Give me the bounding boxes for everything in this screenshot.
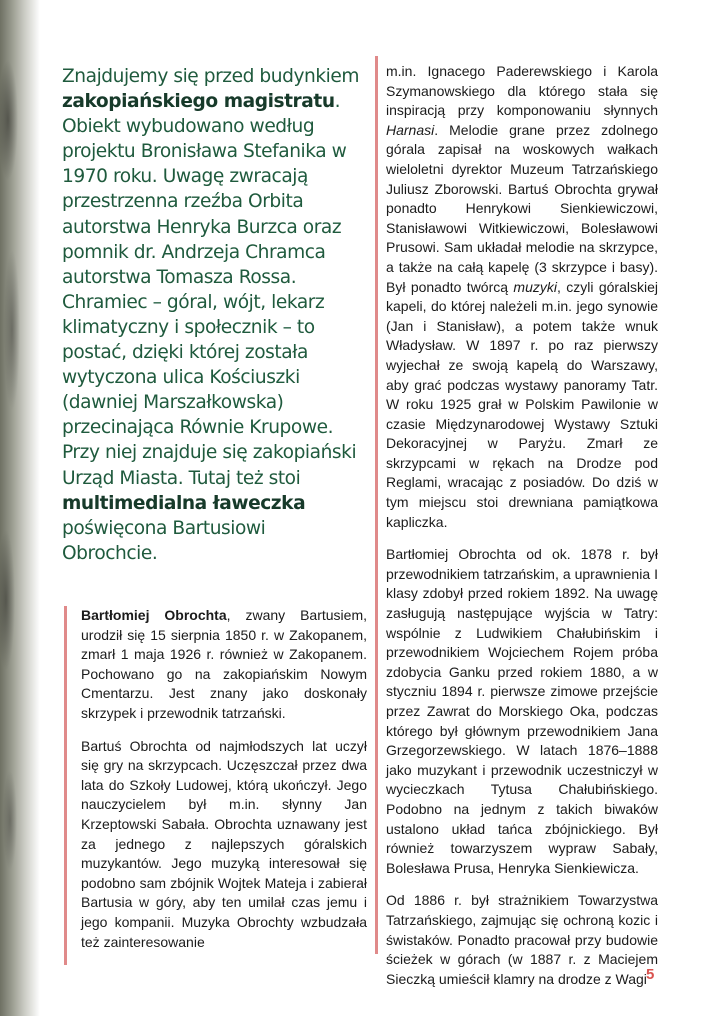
bio-box <box>64 606 367 965</box>
right-column <box>386 62 658 1002</box>
intro-bold-magistrat: zakopiańskiego magistratu <box>62 91 335 113</box>
bio-name: Bartłomiej Obrochta <box>81 607 227 623</box>
right-paragraph-3: Od 1886 r. był strażnikiem Towarzystwa Tatrzańskiego, zajmując się ochroną kozic i świstaków. Ponadto pracował przy budowie ścieżek w górach (w 1887 r. z Maciejem Sieczką umieścił klamry na drodze z Wagi <box>386 892 658 987</box>
bio-paragraph-1: Bartłomiej Obrochta, zwany Bartusiem, urodził się 15 sierpnia 1850 r. w Zakopanem, zmarł 1 maja 1926 r. również w Zakopanem. Pochowano go na zakopiańskim Nowym Cmentarzu. Jest znany jako doskonały skrzypek i przewodnik tatrzański. <box>81 607 367 721</box>
background-photo-edge <box>0 0 40 1016</box>
page-number: 5 <box>646 966 655 983</box>
right-paragraph-2: Bartłomiej Obrochta od ok. 1878 r. był przewodnikiem tatrzańskim, a uprawnienia I klasy zdobył przed rokiem 1892. Na uwagę zasługują następujące wyjścia w Tatry: wspólnie z Ludwikiem Chałubińskim i przewodnikiem Wojciechem Rojem próba zdobycia Ganku przed rokiem 1880, a w styczniu 1894 r. pierwsze zimowe przejście przez Zawrat do Morskiego Oka, podczas którego był głównym przewodnikiem Jana Grzegorzewskiego. W latach 1876–1888 jako muzykant i przewodnik uczestniczył w wycieczkach Tytusa Chałubińskiego. Podobno na jednym z takich biwaków ustalono układ tańca zbójnickiego. Był również towarzyszem wypraw Sabały, Bolesława Prusa, Henryka Sienkiewicza. <box>386 546 658 876</box>
intro-bold-laweczka: multimedialna ławeczka <box>62 492 306 514</box>
intro-text <box>62 64 362 566</box>
right-paragraph-1: m.in. Ignacego Paderewskiego i Karola Szymanowskiego dla którego stała się inspiracją przy komponowaniu słynnych Harnasi. Melodie grane przez zdolnego górala zapisał na woskowych wałkach wieloletni dyrektor Muzeum Tatrzańskiego Juliusz Zborowski. Bartuś Obrochta grywał ponadto Henrykowi Sienkiewiczowi, Stanisławowi Witkiewiczowi, Bolesławowi Prusowi. Sam układał melodie na skrzypce, a także na całą kapelę (3 skrzypce i basy). Był ponadto twórcą muzyki, czyli góralskiej kapeli, do której należeli m.in. jego synowie (Jan i Stanisław), a potem także wnuk Władysław. W 1897 r. po raz pierwszy wyjechał ze swoją kapelą do Warszawy, aby grać podczas wystawy panoramy Tatr. W roku 1925 grał w Polskim Pawilonie w czasie Międzynarodowej Wystawy Sztuki Dekoracyjnej w Paryżu. Zmarł ze skrzypcami w rękach na Drodze pod Reglami, wracając z posiadów. Do dziś w tym miejscu stoi drewniana pamiątkowa kapliczka. <box>386 63 658 530</box>
bio-paragraph-2: Bartuś Obrochta od najmłodszych lat uczył się gry na skrzypcach. Uczęszczał przez dwa lata do Szkoły Ludowej, którą ukończył. Jego nauczycielem był m.in. słynny Jan Krzeptowski Sabała. Obrochta uznawany jest za jednego z najlepszych góralskich muzykantów. Jego muzyką interesował się podobno sam zbójnik Wojtek Mateja i zabierał Bartusia w góry, aby ten umilał czas jemu i jego kompanii. Muzyka Obrochty wzbudzała też zainteresowanie <box>81 737 367 950</box>
right-column-rule <box>375 56 378 954</box>
intro-paragraph: Znajdujemy się przed budynkiem zakopiańskiego magistratu. Obiekt wybudowano według projektu Bronisława Stefanika w 1970 roku. Uwagę zwracają przestrzenna rzeźba Orbita autorstwa Henryka Burzca oraz pomnik dr. Andrzeja Chramca autorstwa Tomasza Rossa. Chramiec – góral, wójt, lekarz klimatyczny i społecznik – to postać, dzięki której została wytyczona ulica Kościuszki (dawniej Marszałkowska) przecinająca Równie Krupowe. Przy niej znajduje się zakopiański Urząd Miasta. Tutaj też stoi multimedialna ławeczka poświęcona Bartusiowi Obrochcie. <box>62 66 360 564</box>
